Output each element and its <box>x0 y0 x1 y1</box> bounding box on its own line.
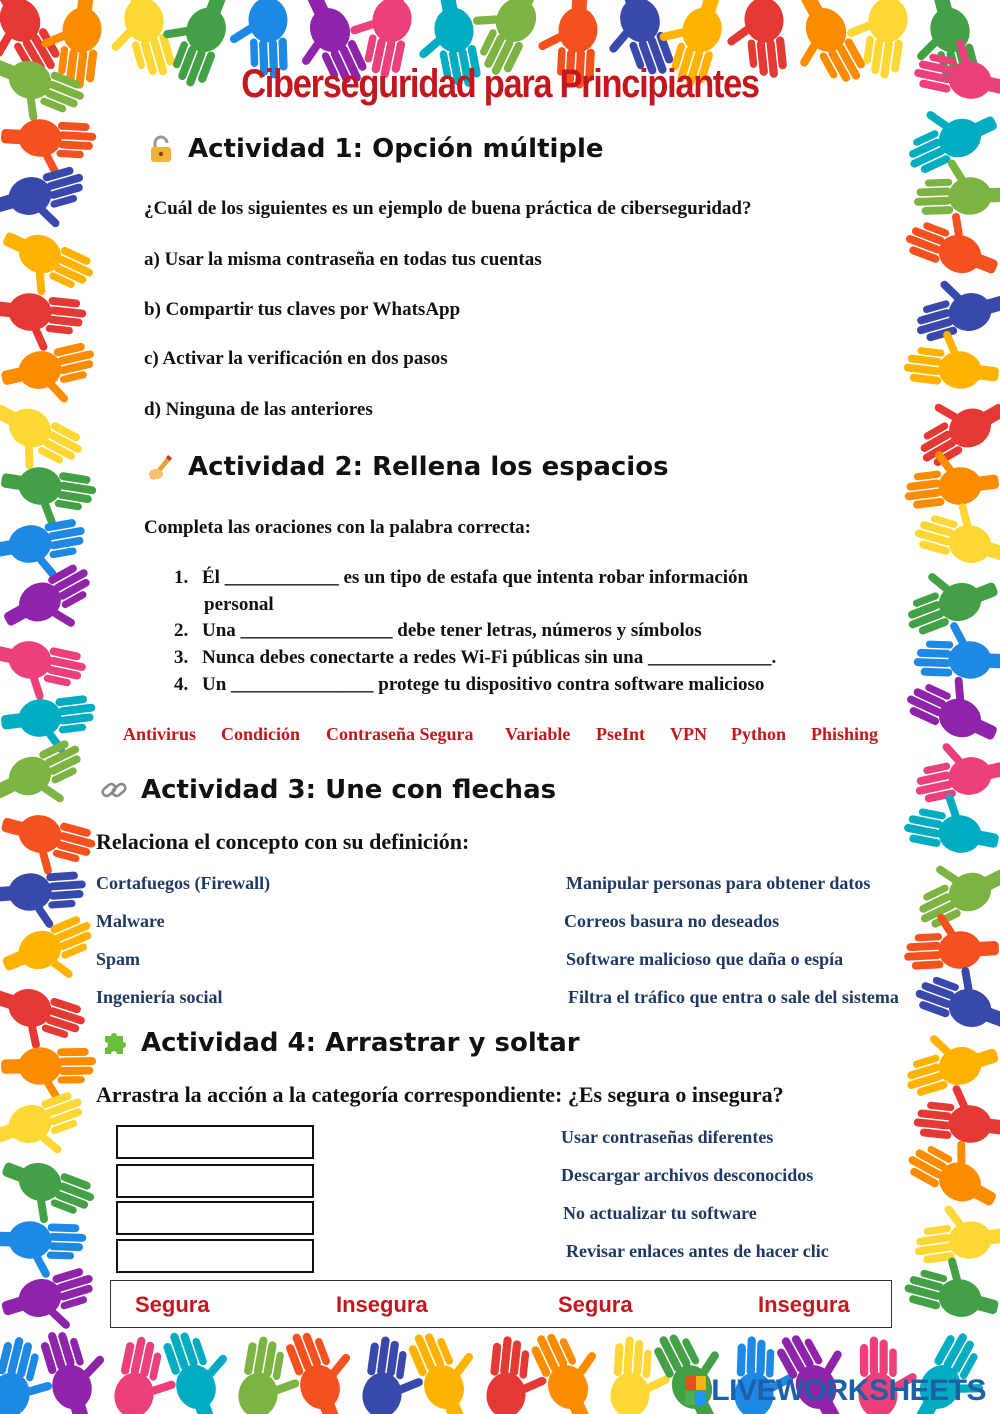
concept-item[interactable]: Spam <box>96 949 141 969</box>
activity-3-heading <box>99 775 556 805</box>
drop-box[interactable] <box>116 1164 314 1198</box>
definition-item[interactable]: Filtra el tráfico que entra o sale del sistema <box>568 987 899 1007</box>
category-label[interactable]: Segura <box>558 1292 633 1317</box>
activity-3-title: Actividad 3: Une con flechas <box>141 775 557 805</box>
sentence-1-continuation: personal <box>204 594 274 615</box>
writing-hand-icon <box>146 452 176 482</box>
watermark-text: LIVEWORKSHEETS <box>711 1374 986 1407</box>
activity-2-heading <box>146 452 669 482</box>
definition-item[interactable]: Correos basura no deseados <box>564 911 780 931</box>
sentence-3-number: 3. <box>174 647 189 668</box>
word-bank-item[interactable]: Antivirus <box>123 724 197 744</box>
sentence-2 <box>174 620 702 642</box>
word-bank-item[interactable]: Condición <box>221 724 301 744</box>
puzzle-icon <box>99 1028 129 1058</box>
link-icon <box>99 775 129 805</box>
word-bank-item[interactable]: Python <box>731 724 787 744</box>
option-c[interactable]: c) Activar la verificación en dos pasos <box>144 348 448 369</box>
sentence-1-number: 1. <box>174 567 189 588</box>
action-item[interactable]: Descargar archivos desconocidos <box>561 1165 814 1185</box>
sentence-1 <box>174 567 748 589</box>
padlock-icon <box>146 134 176 164</box>
sentence-2-number: 2. <box>174 620 189 641</box>
action-item[interactable]: Revisar enlaces antes de hacer clic <box>566 1241 829 1261</box>
activity-2-title: Actividad 2: Rellena los espacios <box>188 452 669 482</box>
sentence-2-text[interactable]: Una ________________ debe tener letras, números y símbolos <box>202 620 702 641</box>
activity-4-title: Actividad 4: Arrastrar y soltar <box>141 1028 580 1058</box>
option-b[interactable]: b) Compartir tus claves por WhatsApp <box>144 299 461 320</box>
word-bank-item[interactable]: VPN <box>670 724 707 744</box>
activity-1-question: ¿Cuál de los siguientes es un ejemplo de buena práctica de ciberseguridad? <box>144 198 752 219</box>
sentence-4-text[interactable]: Un _______________ protege tu dispositivo contra software malicioso <box>202 674 765 695</box>
option-d[interactable]: d) Ninguna de las anteriores <box>144 399 373 420</box>
action-item[interactable]: Usar contraseñas diferentes <box>561 1127 774 1147</box>
category-label[interactable]: Insegura <box>336 1292 428 1317</box>
word-bank-item[interactable]: Contraseña Segura <box>326 724 474 744</box>
sentence-4-number: 4. <box>174 674 189 695</box>
activity-4-heading <box>99 1028 580 1058</box>
liveworksheets-watermark <box>685 1374 986 1408</box>
action-item[interactable]: No actualizar tu software <box>563 1203 757 1223</box>
concept-item[interactable]: Ingeniería social <box>96 987 223 1007</box>
activity-2-instruction: Completa las oraciones con la palabra correcta: <box>144 517 531 538</box>
category-label[interactable]: Segura <box>135 1292 210 1317</box>
concept-item[interactable]: Malware <box>96 911 165 931</box>
option-a[interactable]: a) Usar la misma contraseña en todas tus cuentas <box>144 249 542 270</box>
word-bank-item[interactable]: Variable <box>505 724 571 744</box>
sentence-4 <box>174 674 764 696</box>
drop-box[interactable] <box>116 1239 314 1273</box>
drop-box[interactable] <box>116 1201 314 1235</box>
drop-box[interactable] <box>116 1125 314 1159</box>
sentence-1-text[interactable]: Él ____________ es un tipo de estafa que intenta robar información <box>202 567 749 588</box>
category-label[interactable]: Insegura <box>758 1292 850 1317</box>
sentence-3-text[interactable]: Nunca debes conectarte a redes Wi-Fi públicas sin una _____________. <box>202 647 777 668</box>
concept-item[interactable]: Cortafuegos (Firewall) <box>96 873 271 893</box>
word-bank-item[interactable]: Phishing <box>811 724 879 744</box>
activity-1-title: Actividad 1: Opción múltiple <box>188 134 604 164</box>
activity-4-instruction: Arrastra la acción a la categoría correspondiente: ¿Es segura o insegura? <box>96 1082 784 1107</box>
sentence-3 <box>174 647 776 669</box>
page-title: Ciberseguridad para Principiantes <box>241 62 759 106</box>
activity-1-heading <box>146 134 604 164</box>
definition-item[interactable]: Software malicioso que daña o espía <box>566 949 844 969</box>
word-bank-item[interactable]: PseInt <box>596 724 645 744</box>
definition-item[interactable]: Manipular personas para obtener datos <box>566 873 871 893</box>
liveworksheets-logo-icon <box>685 1376 707 1406</box>
activity-3-instruction: Relaciona el concepto con su definición: <box>96 829 470 854</box>
